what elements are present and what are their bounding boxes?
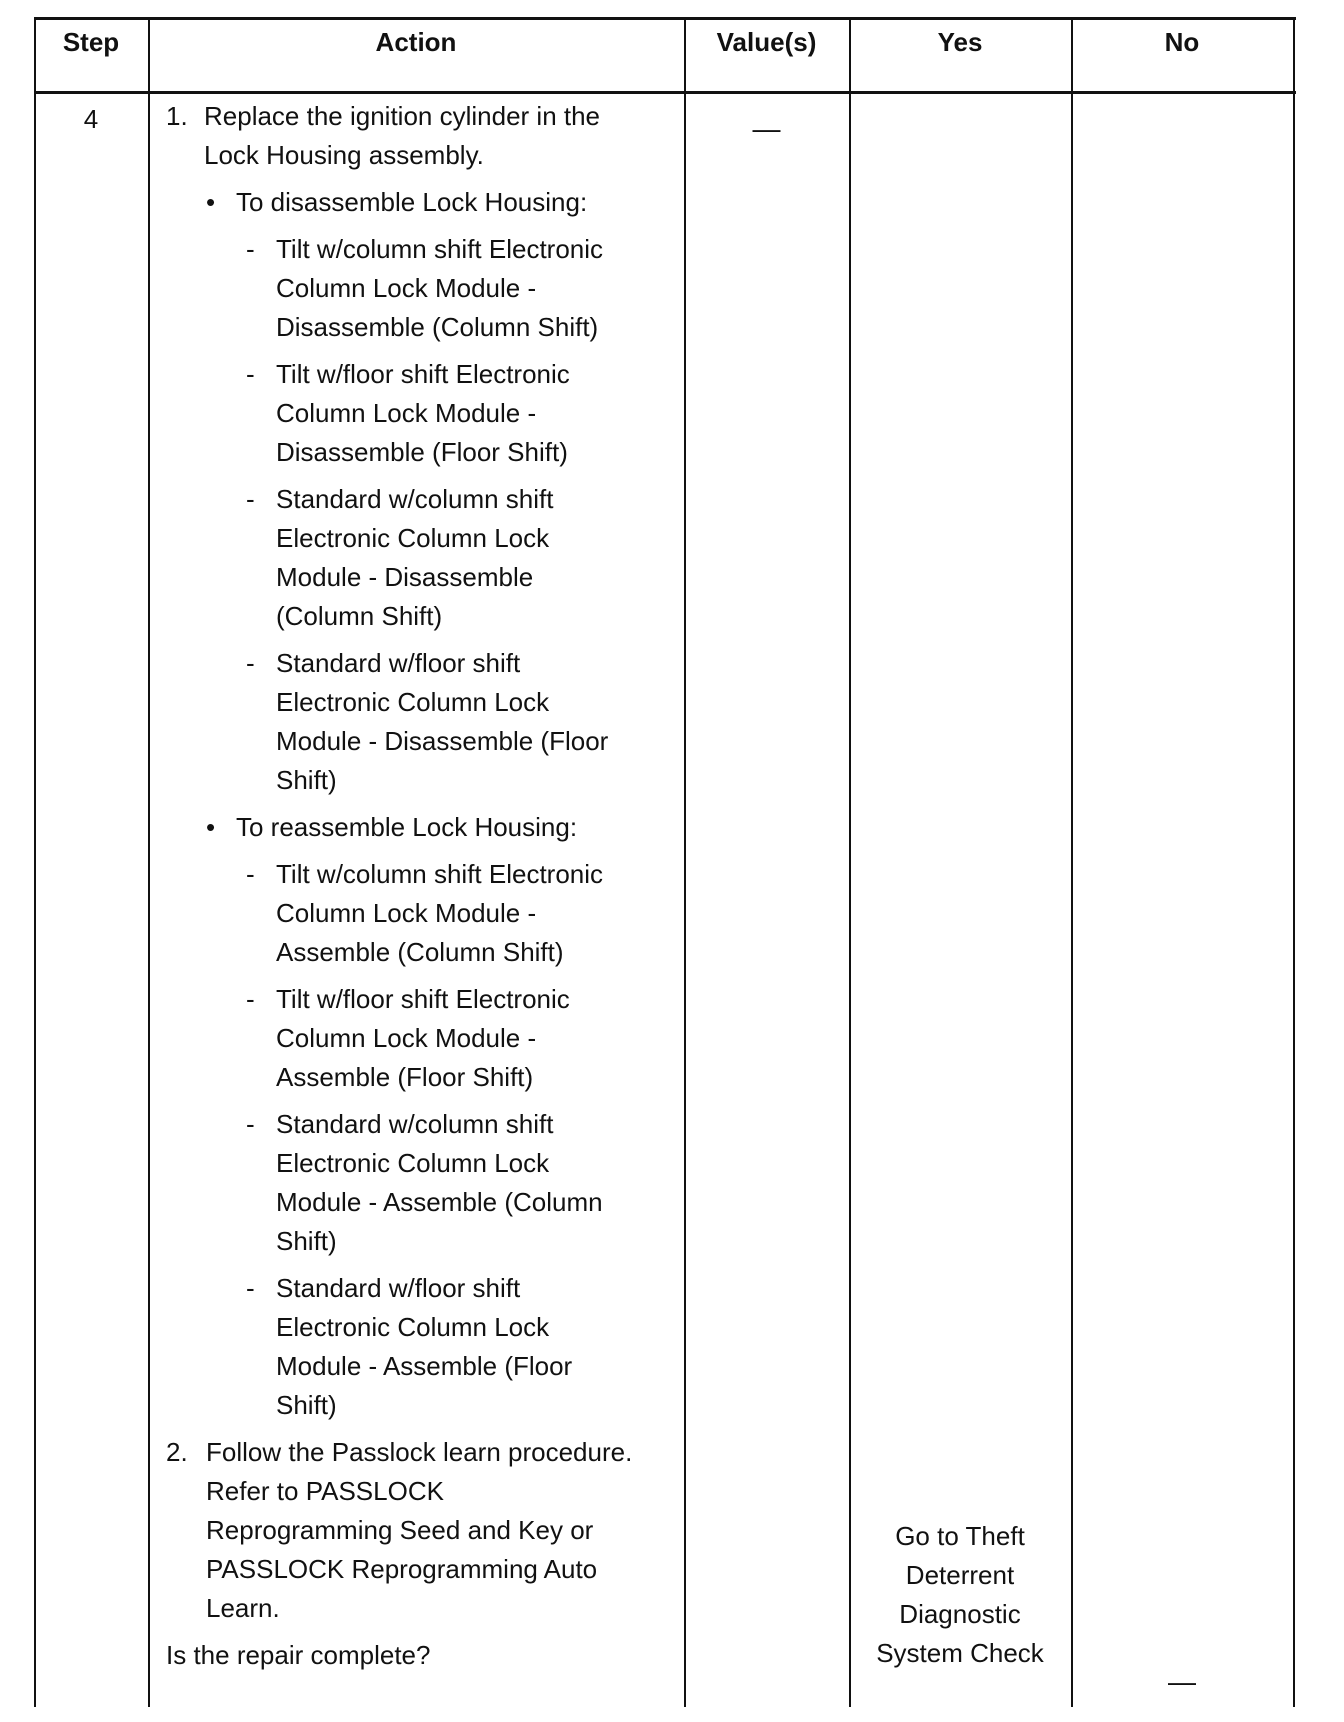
disassemble-item-line: Standard w/column shift [276, 484, 554, 514]
disassemble-item-4 [166, 644, 686, 800]
reassemble-item-line: Column Lock Module - [276, 898, 537, 928]
reassemble-item-4 [166, 1269, 686, 1425]
item-2-line: Learn. [206, 1593, 280, 1623]
item-2-line: Refer to PASSLOCK [206, 1476, 444, 1506]
disassemble-item-3 [166, 480, 686, 636]
table-top-border [34, 17, 1296, 20]
dash-icon: - [246, 984, 255, 1014]
item-1-line: Replace the ignition cylinder in the [204, 101, 601, 131]
disassemble-item-2 [166, 355, 686, 472]
disassemble-item-line: Disassemble (Floor Shift) [276, 437, 568, 467]
yes-line: Go to Theft [895, 1521, 1025, 1551]
reassemble-item-line: Assemble (Floor Shift) [276, 1062, 534, 1092]
header-yes: Yes [937, 27, 983, 57]
action-item-2 [166, 1433, 686, 1628]
dash-icon: - [246, 648, 255, 678]
dash-icon: - [246, 484, 255, 514]
reassemble-item-line: Assemble (Column Shift) [276, 937, 564, 967]
reassemble-item-3 [166, 1105, 686, 1261]
yes-line: System Check [876, 1638, 1044, 1668]
item-2-number: 2. [166, 1437, 188, 1467]
question-text: Is the repair complete? [166, 1640, 431, 1670]
reassemble-item-line: Tilt w/floor shift Electronic [276, 984, 570, 1014]
disassemble-item-line: Module - Disassemble (Floor [276, 726, 609, 756]
disassemble-item-line: Standard w/floor shift [276, 648, 521, 678]
dash-icon: - [246, 359, 255, 389]
action-cell [166, 97, 686, 1675]
bullet-icon: • [206, 812, 216, 842]
header-action: Action [375, 27, 457, 57]
dash-icon: - [246, 1273, 255, 1303]
disassemble-heading [166, 183, 686, 222]
dash-icon: - [246, 234, 255, 264]
yes-line: Diagnostic [899, 1599, 1021, 1629]
disassemble-item-line: Tilt w/floor shift Electronic [276, 359, 570, 389]
item-2-line: Reprogramming Seed and Key or [206, 1515, 594, 1545]
disassemble-item-line: (Column Shift) [276, 601, 443, 631]
reassemble-item-line: Shift) [276, 1390, 337, 1420]
column-line-yes-no [1071, 17, 1073, 1707]
diagnostic-table [34, 17, 1296, 1707]
column-line-right [1293, 17, 1295, 1707]
disassemble-item-1 [166, 230, 686, 347]
column-line-values-yes [849, 17, 851, 1707]
header-step: Step [62, 27, 120, 57]
bullet-icon: • [206, 187, 216, 217]
reassemble-item-2 [166, 980, 686, 1097]
reassemble-item-line: Tilt w/column shift Electronic [276, 859, 604, 889]
reassemble-item-1 [166, 855, 686, 972]
reassemble-item-line: Module - Assemble (Column [276, 1187, 603, 1217]
disassemble-item-line: Column Lock Module - [276, 398, 537, 428]
disassemble-label: To disassemble Lock Housing: [236, 187, 588, 217]
header-separator [34, 91, 1296, 94]
item-2-line: PASSLOCK Reprogramming Auto [206, 1554, 598, 1584]
disassemble-item-line: Module - Disassemble [276, 562, 534, 592]
column-line-left [34, 17, 36, 1707]
reassemble-item-line: Column Lock Module - [276, 1023, 537, 1053]
disassemble-item-line: Column Lock Module - [276, 273, 537, 303]
reassemble-item-line: Electronic Column Lock [276, 1312, 550, 1342]
disassemble-item-line: Disassemble (Column Shift) [276, 312, 599, 342]
reassemble-item-line: Standard w/floor shift [276, 1273, 521, 1303]
yes-cell [849, 1517, 1071, 1673]
header-values: Value(s) [716, 27, 817, 57]
column-line-step-action [148, 17, 150, 1707]
action-item-1 [166, 97, 686, 175]
step-number: 4 [83, 104, 99, 134]
header-no: No [1164, 27, 1200, 57]
reassemble-item-line: Shift) [276, 1226, 337, 1256]
reassemble-item-line: Standard w/column shift [276, 1109, 554, 1139]
disassemble-item-line: Electronic Column Lock [276, 523, 550, 553]
disassemble-item-line: Shift) [276, 765, 337, 795]
no-empty-mark: — [1168, 1666, 1196, 1697]
disassemble-item-line: Tilt w/column shift Electronic [276, 234, 604, 264]
disassemble-item-line: Electronic Column Lock [276, 687, 550, 717]
item-1-number: 1. [166, 101, 188, 131]
yes-line: Deterrent [905, 1560, 1015, 1590]
value-empty-mark: — [752, 113, 781, 144]
item-1-line: Lock Housing assembly. [204, 140, 484, 170]
reassemble-item-line: Module - Assemble (Floor [276, 1351, 573, 1381]
reassemble-heading [166, 808, 686, 847]
dash-icon: - [246, 1109, 255, 1139]
reassemble-item-line: Electronic Column Lock [276, 1148, 550, 1178]
reassemble-label: To reassemble Lock Housing: [236, 812, 578, 842]
dash-icon: - [246, 859, 255, 889]
item-2-line: Follow the Passlock learn procedure. [206, 1437, 633, 1467]
